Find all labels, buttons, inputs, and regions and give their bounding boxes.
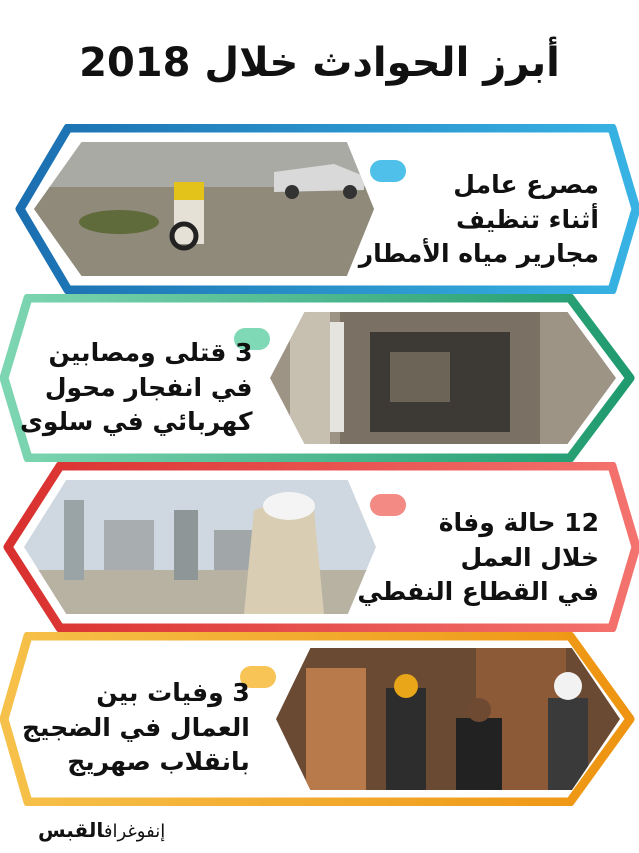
warehouse-rescue-photo xyxy=(276,648,620,790)
card-4-line-3: بانقلاب صهريج xyxy=(67,747,250,776)
card-3-line-3: في القطاع النفطي xyxy=(357,577,599,606)
card-1-line-3: مجارير مياه الأمطار xyxy=(358,239,599,268)
card-1-line-1: مصرع عامل xyxy=(453,170,599,199)
card-2-line-3: كهربائي في سلوى xyxy=(20,407,253,436)
brand-logo: القبس xyxy=(38,818,104,842)
flooded-street-worker-photo xyxy=(34,142,374,276)
card-2-line-2: في انفجار محول xyxy=(44,372,253,402)
incident-card-3-text xyxy=(357,506,599,610)
card-4-line-2: العمال في الضجيج xyxy=(22,712,250,742)
oil-refinery-worker-photo xyxy=(24,480,376,614)
incident-card-2-text xyxy=(20,336,253,440)
incident-card-3 xyxy=(0,462,639,632)
card-1-line-2: أثناء تنظيف xyxy=(456,204,599,234)
footer-prefix: إنفوغراف xyxy=(103,821,166,842)
card-2-line-1: 3 قتلى ومصابين xyxy=(48,338,253,367)
card-3-line-1: 12 حالة وفاة xyxy=(438,508,599,537)
card-4-line-1: 3 وفيات بين xyxy=(96,678,250,707)
incident-card-1-text xyxy=(359,168,599,272)
card-3-line-2: خلال العمل xyxy=(460,542,599,572)
incident-card-4-text xyxy=(22,676,250,780)
page-title: أبرز الحوادث خلال 2018 xyxy=(79,40,560,86)
incident-card-2 xyxy=(0,294,639,462)
incident-card-4 xyxy=(0,632,639,806)
incident-card-1 xyxy=(0,124,639,294)
footer-credit xyxy=(38,818,165,842)
electrical-transformer-photo xyxy=(270,312,616,444)
